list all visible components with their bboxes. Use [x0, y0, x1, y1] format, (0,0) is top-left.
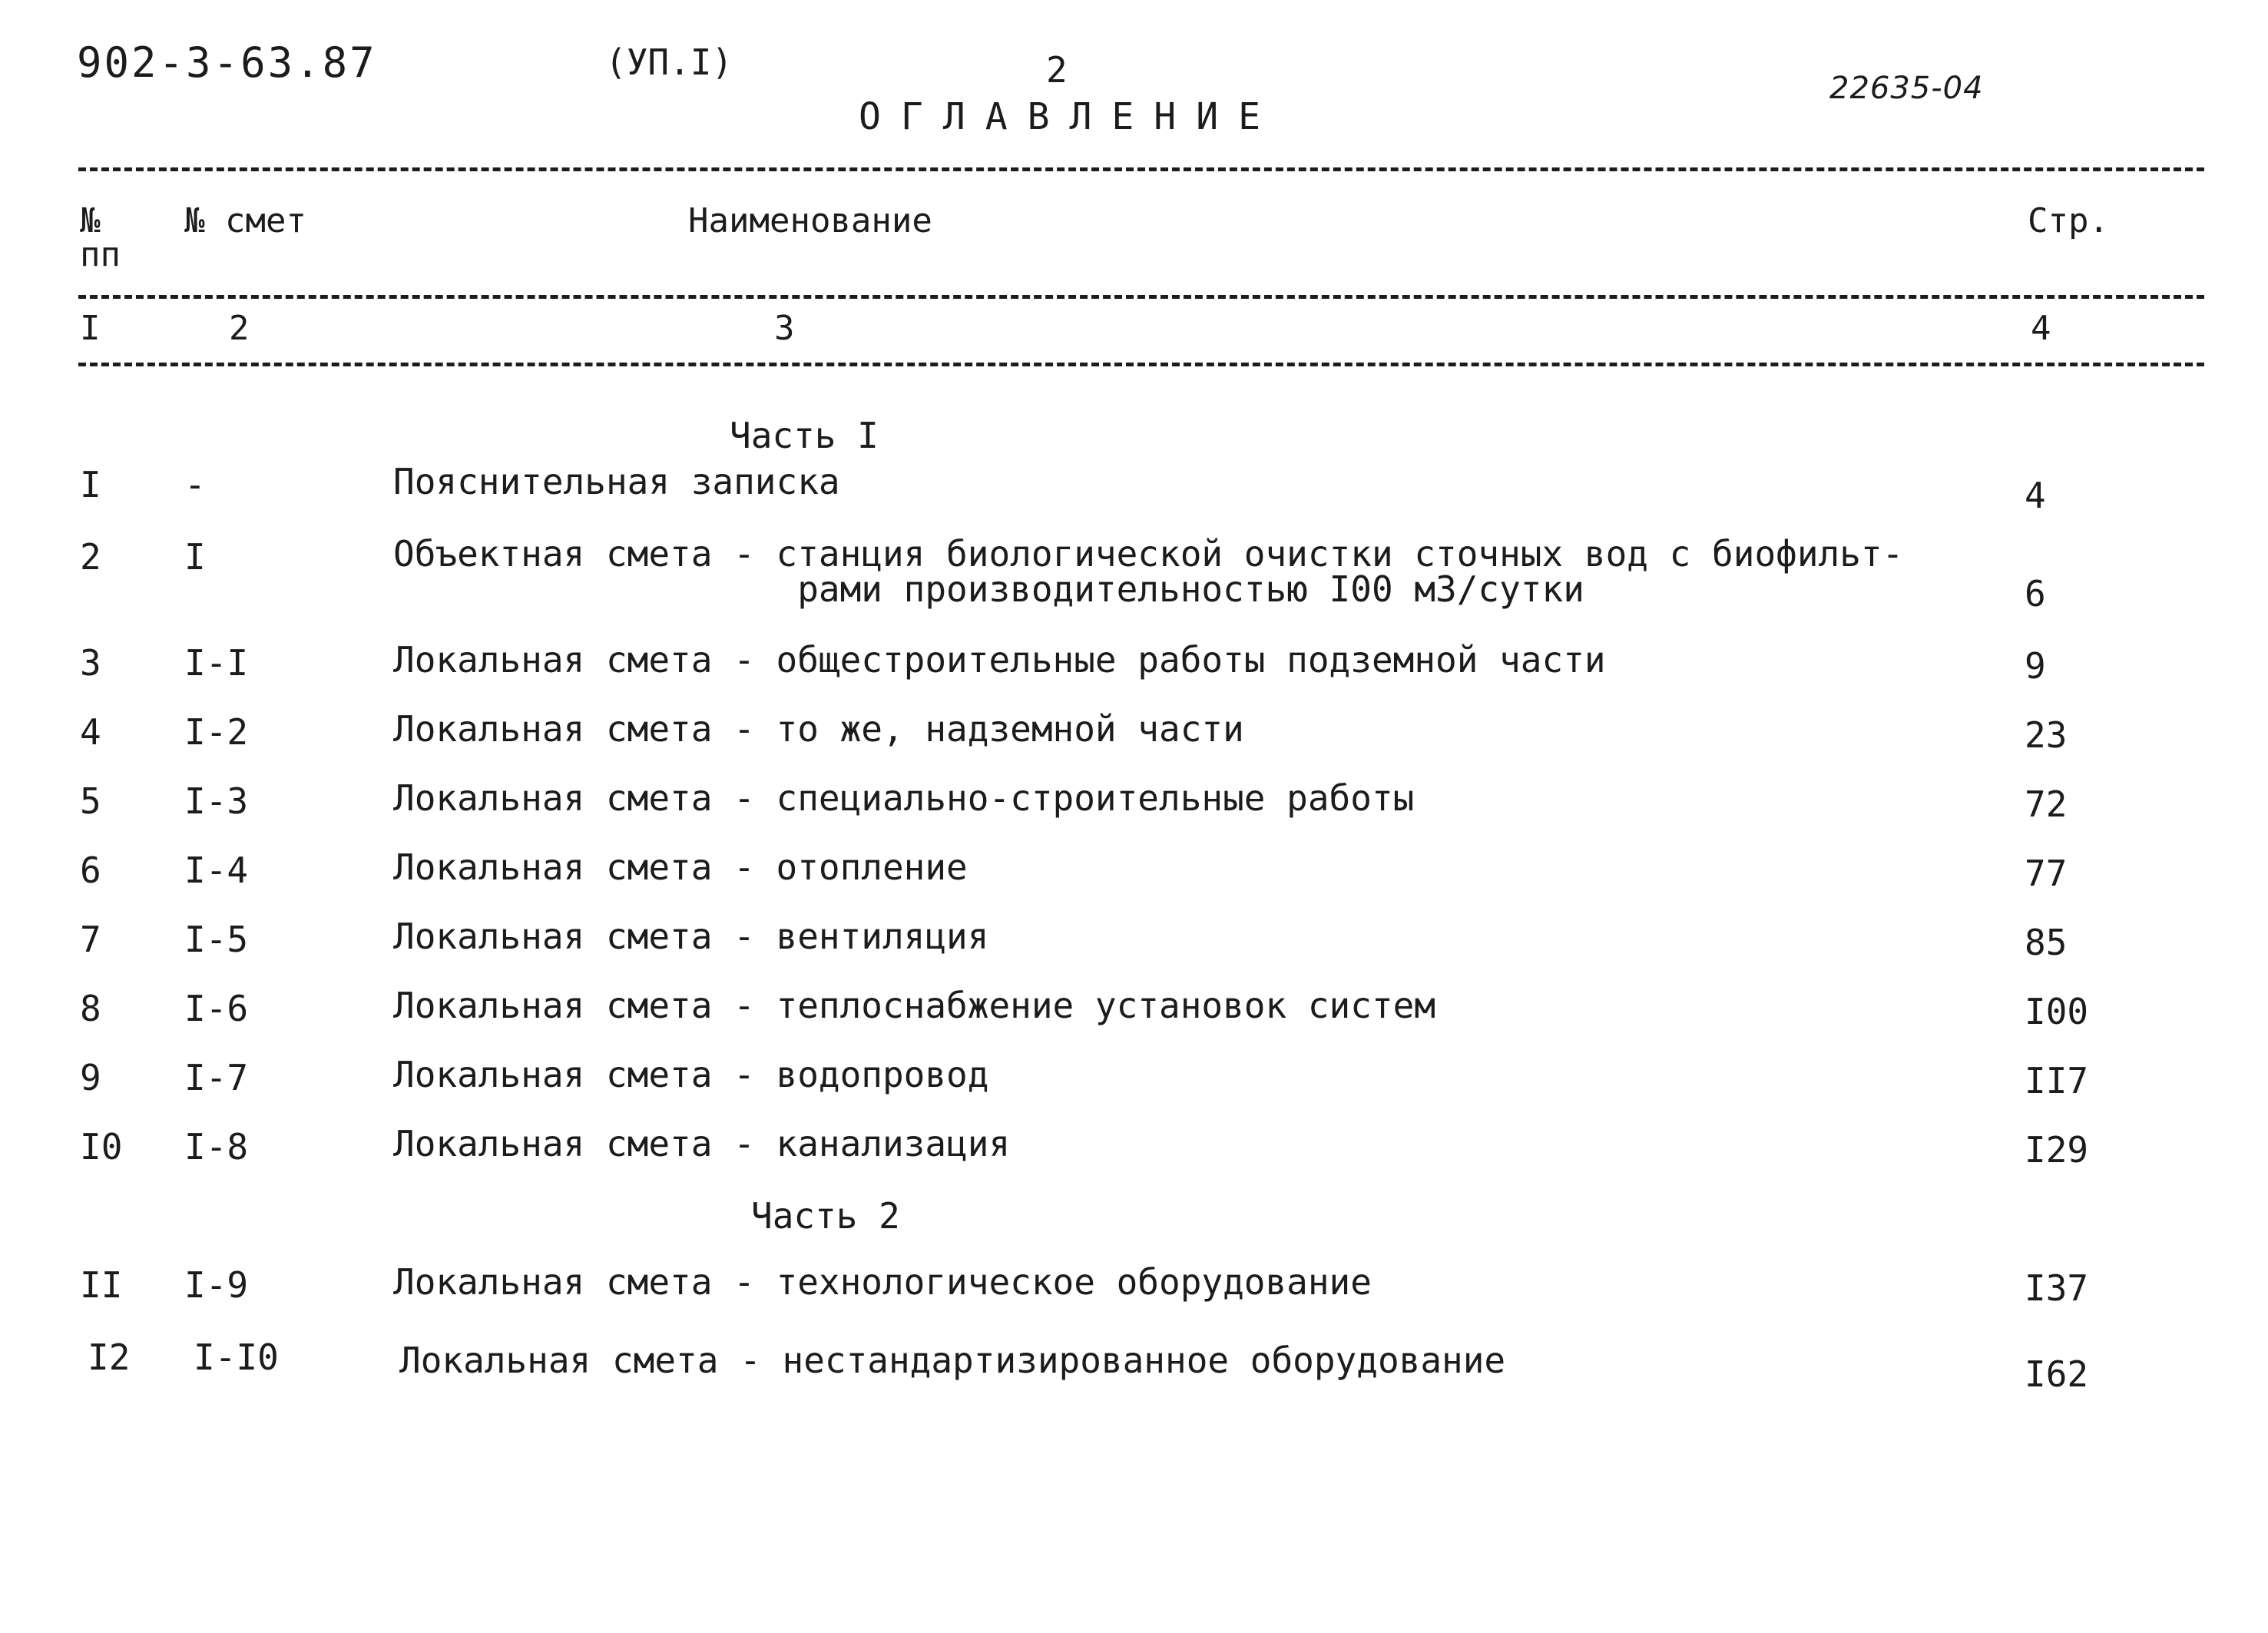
row-name: Локальная смета - то же, надземной части: [393, 708, 1244, 750]
row-name: Локальная смета - канализация: [393, 1123, 1011, 1164]
row-name: Объектная смета - станция биологической очистки сточных вод с биофильт- рами производительностью I00 м3/сутки: [393, 533, 1904, 610]
row-estimate: I-4: [184, 850, 249, 891]
album-number: (УП.I): [605, 41, 733, 83]
row-estimate: I-I0: [194, 1337, 279, 1378]
row-estimate: I-3: [184, 780, 249, 822]
divider-top: [78, 167, 2204, 171]
divider-columns: [78, 363, 2204, 366]
header-name: Наименование: [688, 201, 932, 240]
row-page: I62: [2025, 1353, 2089, 1395]
row-page: 4: [2025, 475, 2046, 516]
row-number: 2: [80, 536, 101, 578]
row-number: 7: [80, 919, 101, 960]
row-number: 9: [80, 1057, 101, 1098]
header-no-line1: №: [80, 201, 101, 240]
document-code: 902-3-63.87: [77, 38, 377, 87]
column-number-4: 4: [2031, 309, 2051, 348]
row-estimate: -: [184, 464, 206, 505]
page-title: ОГЛАВЛЕНИЕ: [859, 95, 1280, 138]
row-name: Локальная смета - отопление: [393, 846, 968, 888]
row-name: Локальная смета - специально-строительные работы: [393, 777, 1415, 819]
row-number: 6: [80, 850, 101, 891]
row-name: Локальная смета - технологическое оборудование: [393, 1261, 1372, 1303]
column-number-2: 2: [229, 309, 250, 348]
row-estimate: I-9: [184, 1264, 249, 1306]
row-number: 4: [80, 711, 101, 753]
row-name: Локальная смета - теплоснабжение установок систем: [393, 985, 1436, 1026]
row-number: II: [80, 1264, 123, 1306]
column-number-3: 3: [774, 309, 795, 348]
row-name: Пояснительная записка: [393, 461, 840, 502]
row-number: I2: [88, 1337, 131, 1378]
row-page: 9: [2025, 645, 2046, 687]
row-page: 85: [2025, 922, 2068, 963]
header-estimate: № смет: [184, 201, 306, 240]
row-page: 72: [2025, 783, 2068, 825]
row-name: Локальная смета - общестроительные работы подземной части: [393, 639, 1606, 681]
row-estimate: I-5: [184, 919, 249, 960]
row-estimate: I-2: [184, 711, 249, 753]
header-no-line2: пп: [80, 235, 121, 274]
row-page: II7: [2025, 1060, 2089, 1101]
row-page: I00: [2025, 991, 2089, 1032]
row-estimate: I-I: [184, 642, 249, 684]
header-page: Стр.: [2028, 201, 2109, 240]
column-number-1: I: [80, 309, 101, 348]
row-name: Локальная смета - нестандартизированное оборудование: [399, 1340, 1506, 1381]
row-number: 5: [80, 780, 101, 822]
page-number: 2: [1046, 49, 1068, 91]
inventory-number: 22635-04: [1829, 71, 1984, 106]
row-estimate: I-6: [184, 988, 249, 1029]
row-number: I0: [80, 1126, 123, 1168]
part-1-title: Часть I: [730, 415, 879, 456]
row-estimate: I: [184, 536, 206, 578]
row-page: 6: [2025, 573, 2046, 614]
row-estimate: I-7: [184, 1057, 249, 1098]
row-estimate: I-8: [184, 1126, 249, 1168]
row-number: I: [80, 464, 101, 505]
divider-header: [78, 295, 2204, 299]
part-2-title: Часть 2: [751, 1195, 900, 1237]
row-number: 3: [80, 642, 101, 684]
row-page: 77: [2025, 853, 2068, 894]
row-page: I29: [2025, 1129, 2089, 1171]
row-name: Локальная смета - вентиляция: [393, 916, 989, 957]
row-name: Локальная смета - водопровод: [393, 1054, 989, 1095]
row-page: I37: [2025, 1267, 2089, 1309]
row-page: 23: [2025, 714, 2068, 756]
row-number: 8: [80, 988, 101, 1029]
